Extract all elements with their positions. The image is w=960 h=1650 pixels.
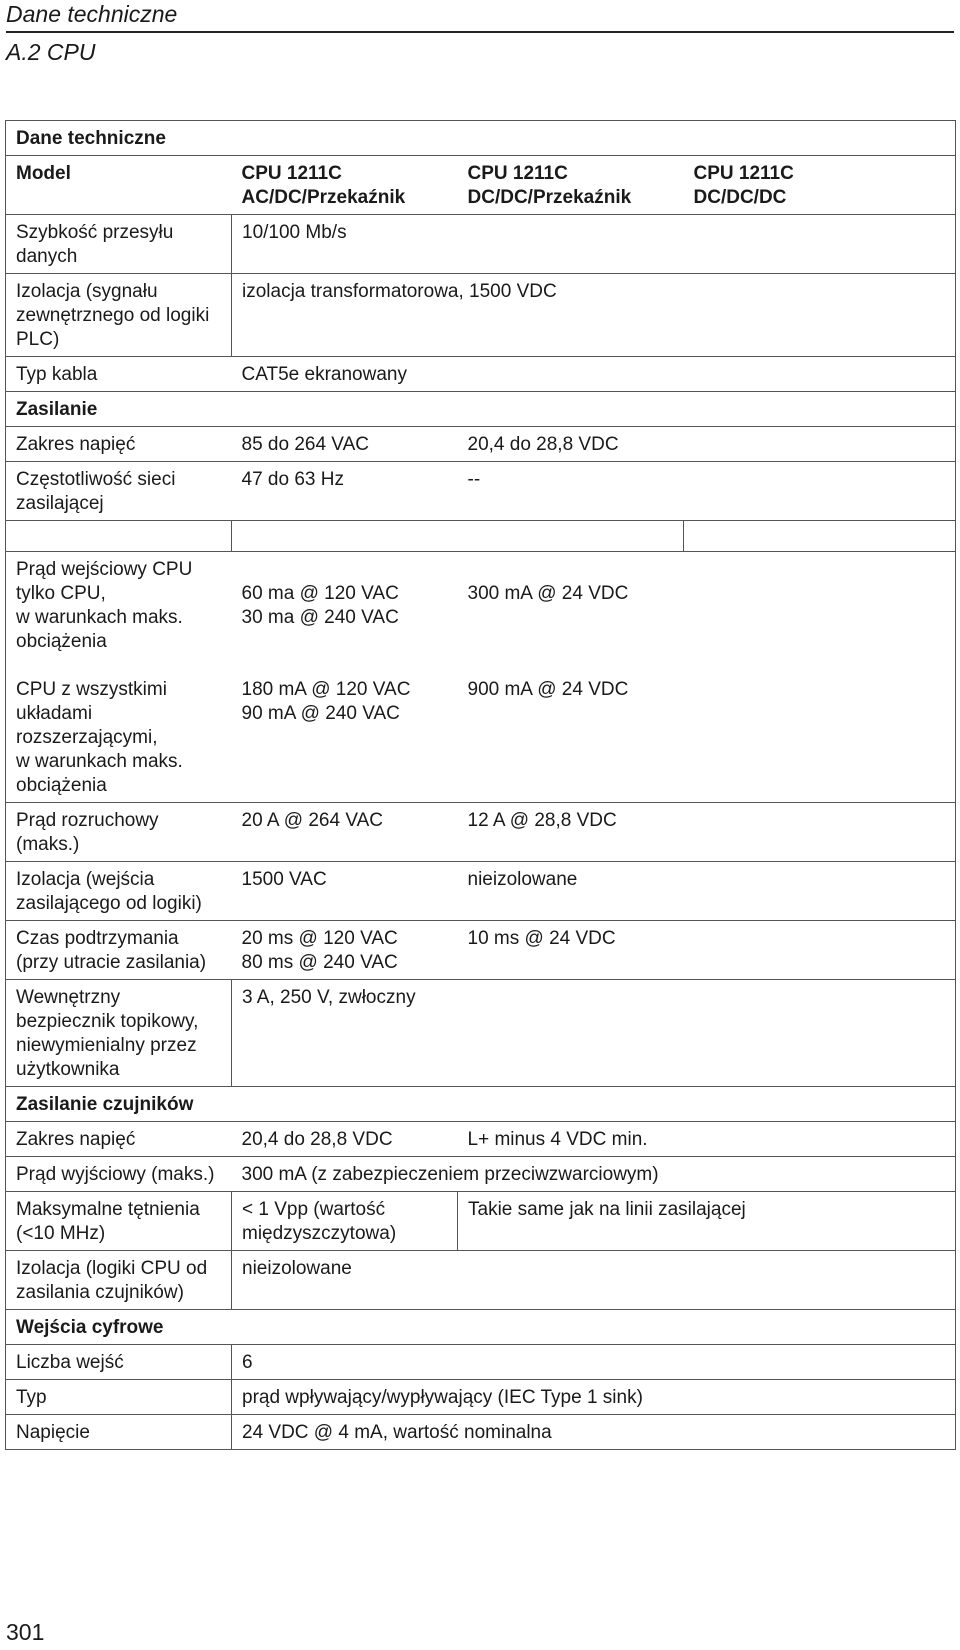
- row-value-ac: 20 A @ 264 VAC: [232, 803, 458, 862]
- row-label: Prąd wyjściowy (maks.): [6, 1157, 232, 1192]
- table-row: [6, 1415, 956, 1450]
- row-label: CPU z wszystkimi układami rozszerzającymi, w warunkach maks. obciążenia: [6, 662, 232, 803]
- table-row: [6, 274, 956, 357]
- section-title-sensor: Zasilanie czujników: [6, 1087, 956, 1122]
- row-label: Szybkość przesyłu danych: [6, 215, 232, 274]
- row-label: Napięcie: [6, 1415, 232, 1450]
- row-value: prąd wpływający/wypływający (IEC Type 1 sink): [232, 1380, 956, 1415]
- model-2: CPU 1211C DC/DC/Przekaźnik: [458, 156, 684, 215]
- row-value: 3 A, 250 V, zwłoczny: [232, 980, 956, 1087]
- table-row: [6, 662, 956, 803]
- page-number: 301: [6, 1619, 45, 1645]
- row-label: Zakres napięć: [6, 427, 232, 462]
- row-label: Częstotliwość sieci zasilającej: [6, 462, 232, 521]
- row-value-dc: 300 mA @ 24 VDC: [458, 552, 956, 663]
- table-row: [6, 921, 956, 980]
- row-value-dc: --: [458, 462, 956, 521]
- section-title-power: Zasilanie: [6, 392, 956, 427]
- model-row: [6, 156, 956, 215]
- row-value: CAT5e ekranowany: [232, 357, 956, 392]
- row-value-ac: 20 ms @ 120 VAC 80 ms @ 240 VAC: [232, 921, 458, 980]
- row-value: nieizolowane: [232, 1251, 956, 1310]
- table-row: [6, 803, 956, 862]
- row-label: Typ kabla: [6, 357, 232, 392]
- table-row: [6, 462, 956, 521]
- row-value-ac: 180 mA @ 120 VAC 90 mA @ 240 VAC: [232, 662, 458, 803]
- row-value: izolacja transformatorowa, 1500 VDC: [232, 274, 956, 357]
- row-value-ac: < 1 Vpp (wartość międzyszczytowa): [232, 1192, 458, 1251]
- table-row: [6, 862, 956, 921]
- row-value-dc: 900 mA @ 24 VDC: [458, 662, 956, 803]
- section-title-digital: Wejścia cyfrowe: [6, 1310, 956, 1345]
- row-value: 6: [232, 1345, 956, 1380]
- row-value-dc: 10 ms @ 24 VDC: [458, 921, 956, 980]
- section-row: [6, 1310, 956, 1345]
- row-value: 24 VDC @ 4 mA, wartość nominalna: [232, 1415, 956, 1450]
- header-rule: [6, 31, 954, 33]
- row-label: Prąd rozruchowy (maks.): [6, 803, 232, 862]
- table-row: [6, 1192, 956, 1251]
- table-row: [6, 1345, 956, 1380]
- row-value: 300 mA (z zabezpieczeniem przeciwzwarciowym): [232, 1157, 956, 1192]
- table-title: Dane techniczne: [6, 121, 956, 156]
- table-row: [6, 357, 956, 392]
- row-label: Liczba wejść: [6, 1345, 232, 1380]
- table-row: [6, 1157, 956, 1192]
- row-value-dc: 20,4 do 28,8 VDC: [458, 427, 956, 462]
- table-row: [6, 1122, 956, 1157]
- row-value-dc: nieizolowane: [458, 862, 956, 921]
- row-value-ac: 20,4 do 28,8 VDC: [232, 1122, 458, 1157]
- row-value-ac: 85 do 264 VAC: [232, 427, 458, 462]
- row-label: Izolacja (wejścia zasilającego od logiki): [6, 862, 232, 921]
- row-label: Izolacja (sygnału zewnętrznego od logiki PLC): [6, 274, 232, 357]
- row-label: Prąd wejściowy CPU tylko CPU, w warunkach maks. obciążenia: [6, 552, 232, 663]
- table-row: [6, 215, 956, 274]
- section-title: Dane techniczne: [6, 1, 178, 27]
- subsection-title: A.2 CPU: [6, 39, 96, 65]
- table-row: [6, 1251, 956, 1310]
- row-label: Typ: [6, 1380, 232, 1415]
- row-value-dc: L+ minus 4 VDC min.: [458, 1122, 956, 1157]
- spec-table: [5, 120, 956, 1450]
- model-3: CPU 1211C DC/DC/DC: [684, 156, 956, 215]
- row-value-ac: 60 ma @ 120 VAC 30 ma @ 240 VAC: [232, 552, 458, 663]
- row-value-ac: 47 do 63 Hz: [232, 462, 458, 521]
- row-value-ac: 1500 VAC: [232, 862, 458, 921]
- blank-row: [6, 521, 956, 552]
- section-row: [6, 392, 956, 427]
- row-label: Wewnętrzny bezpiecznik topikowy, niewymienialny przez użytkownika: [6, 980, 232, 1087]
- table-title-row: [6, 121, 956, 156]
- table-row: [6, 980, 956, 1087]
- table-row: [6, 1380, 956, 1415]
- table-row: [6, 427, 956, 462]
- row-value-dc: Takie same jak na linii zasilającej: [458, 1192, 956, 1251]
- table-row: [6, 552, 956, 663]
- model-label: Model: [6, 156, 232, 215]
- row-label: Izolacja (logiki CPU od zasilania czujników): [6, 1251, 232, 1310]
- row-label: Czas podtrzymania (przy utracie zasilania): [6, 921, 232, 980]
- row-value-dc: 12 A @ 28,8 VDC: [458, 803, 956, 862]
- row-label: Zakres napięć: [6, 1122, 232, 1157]
- section-row: [6, 1087, 956, 1122]
- model-1: CPU 1211C AC/DC/Przekaźnik: [232, 156, 458, 215]
- row-label: Maksymalne tętnienia (<10 MHz): [6, 1192, 232, 1251]
- page-header: [6, 0, 954, 65]
- row-value: 10/100 Mb/s: [232, 215, 956, 274]
